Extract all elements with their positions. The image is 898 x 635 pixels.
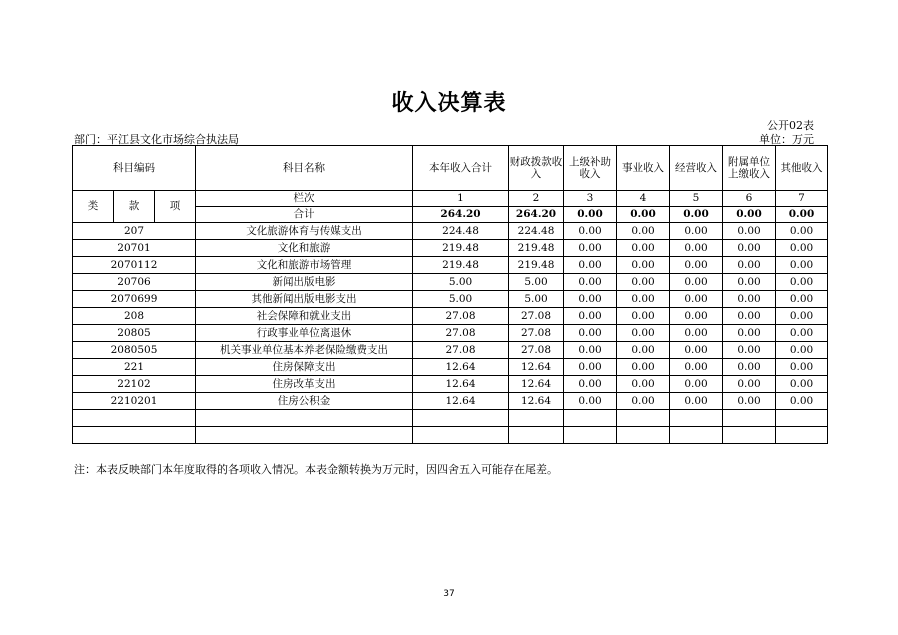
amount-cell: 0.00 bbox=[723, 359, 776, 376]
amount-cell: 0.00 bbox=[723, 342, 776, 359]
col-number: 5 bbox=[670, 191, 723, 207]
subject-name: 机关事业单位基本养老保险缴费支出 bbox=[196, 342, 413, 359]
amount-cell: 0.00 bbox=[670, 393, 723, 410]
amount-cell: 0.00 bbox=[723, 308, 776, 325]
amount-cell: 0.00 bbox=[564, 393, 617, 410]
table-row bbox=[73, 257, 828, 274]
amount-cell: 5.00 bbox=[413, 274, 509, 291]
amount-cell: 0.00 bbox=[670, 376, 723, 393]
amount-cell: 0.00 bbox=[564, 342, 617, 359]
amount-cell: 12.64 bbox=[413, 393, 509, 410]
amount-cell: 0.00 bbox=[617, 376, 670, 393]
col-number: 6 bbox=[723, 191, 776, 207]
amount-cell: 12.64 bbox=[413, 359, 509, 376]
total-value: 0.00 bbox=[776, 207, 828, 223]
amount-cell: 0.00 bbox=[776, 308, 828, 325]
amount-cell: 0.00 bbox=[564, 376, 617, 393]
total-value: 264.20 bbox=[509, 207, 564, 223]
amount-cell: 0.00 bbox=[617, 291, 670, 308]
amount-cell: 0.00 bbox=[723, 257, 776, 274]
empty-cell bbox=[196, 427, 413, 444]
table-row bbox=[73, 274, 828, 291]
amount-cell: 0.00 bbox=[776, 223, 828, 240]
amount-cell: 0.00 bbox=[564, 308, 617, 325]
column-index-label: 栏次 bbox=[196, 191, 413, 207]
subject-code: 2070112 bbox=[73, 257, 196, 274]
subject-code: 208 bbox=[73, 308, 196, 325]
amount-cell: 0.00 bbox=[776, 291, 828, 308]
amount-cell: 0.00 bbox=[617, 240, 670, 257]
amount-cell: 12.64 bbox=[509, 359, 564, 376]
amount-cell: 27.08 bbox=[413, 308, 509, 325]
amount-cell: 0.00 bbox=[776, 257, 828, 274]
amount-cell: 0.00 bbox=[564, 325, 617, 342]
subject-code: 2210201 bbox=[73, 393, 196, 410]
empty-cell bbox=[723, 410, 776, 427]
empty-cell bbox=[196, 410, 413, 427]
amount-cell: 0.00 bbox=[670, 240, 723, 257]
amount-cell: 0.00 bbox=[723, 376, 776, 393]
subject-name: 行政事业单位离退休 bbox=[196, 325, 413, 342]
table-row bbox=[73, 223, 828, 240]
amount-cell: 0.00 bbox=[723, 240, 776, 257]
table-row bbox=[73, 325, 828, 342]
amount-cell: 0.00 bbox=[776, 376, 828, 393]
amount-cell: 0.00 bbox=[564, 257, 617, 274]
subject-name: 文化和旅游 bbox=[196, 240, 413, 257]
amount-cell: 0.00 bbox=[723, 223, 776, 240]
amount-cell: 0.00 bbox=[723, 291, 776, 308]
amount-cell: 0.00 bbox=[617, 342, 670, 359]
empty-cell bbox=[670, 427, 723, 444]
amount-cell: 0.00 bbox=[617, 308, 670, 325]
empty-row bbox=[73, 427, 828, 444]
amount-cell: 5.00 bbox=[413, 291, 509, 308]
amount-cell: 0.00 bbox=[617, 257, 670, 274]
header-code: 科目编码 bbox=[73, 146, 196, 191]
amount-cell: 12.64 bbox=[413, 376, 509, 393]
amount-cell: 224.48 bbox=[509, 223, 564, 240]
amount-cell: 12.64 bbox=[509, 393, 564, 410]
amount-cell: 5.00 bbox=[509, 274, 564, 291]
col-number: 2 bbox=[509, 191, 564, 207]
amount-cell: 0.00 bbox=[670, 257, 723, 274]
empty-cell bbox=[73, 427, 196, 444]
table-row bbox=[73, 393, 828, 410]
department-label: 部门：平江县文化市场综合执法局 bbox=[74, 133, 239, 146]
amount-cell: 0.00 bbox=[617, 359, 670, 376]
amount-cell: 219.48 bbox=[413, 240, 509, 257]
empty-cell bbox=[413, 427, 509, 444]
subject-code: 20706 bbox=[73, 274, 196, 291]
table-row bbox=[73, 376, 828, 393]
header-business: 事业收入 bbox=[617, 146, 670, 191]
empty-cell bbox=[509, 427, 564, 444]
subject-code: 20805 bbox=[73, 325, 196, 342]
amount-cell: 0.00 bbox=[564, 274, 617, 291]
empty-row bbox=[73, 410, 828, 427]
amount-cell: 0.00 bbox=[776, 359, 828, 376]
empty-cell bbox=[413, 410, 509, 427]
income-table bbox=[72, 145, 828, 444]
header-lei: 类 bbox=[73, 191, 114, 223]
amount-cell: 0.00 bbox=[670, 359, 723, 376]
subject-name: 住房改革支出 bbox=[196, 376, 413, 393]
table-row bbox=[73, 359, 828, 376]
amount-cell: 0.00 bbox=[617, 223, 670, 240]
amount-cell: 0.00 bbox=[670, 325, 723, 342]
subject-name: 文化和旅游市场管理 bbox=[196, 257, 413, 274]
subject-name: 住房公积金 bbox=[196, 393, 413, 410]
empty-cell bbox=[776, 427, 828, 444]
amount-cell: 0.00 bbox=[617, 393, 670, 410]
amount-cell: 0.00 bbox=[776, 342, 828, 359]
empty-cell bbox=[564, 427, 617, 444]
amount-cell: 27.08 bbox=[509, 308, 564, 325]
header-kuan: 款 bbox=[114, 191, 155, 223]
amount-cell: 0.00 bbox=[776, 240, 828, 257]
total-value: 0.00 bbox=[617, 207, 670, 223]
amount-cell: 0.00 bbox=[723, 325, 776, 342]
amount-cell: 0.00 bbox=[670, 274, 723, 291]
footnote: 注：本表反映部门本年度取得的各项收入情况。本表金额转换为万元时，因四舍五入可能存在尾差。 bbox=[74, 463, 558, 476]
subject-code: 2080505 bbox=[73, 342, 196, 359]
amount-cell: 0.00 bbox=[670, 342, 723, 359]
column-index-row bbox=[73, 191, 828, 207]
amount-cell: 12.64 bbox=[509, 376, 564, 393]
subject-code: 221 bbox=[73, 359, 196, 376]
amount-cell: 0.00 bbox=[723, 274, 776, 291]
amount-cell: 0.00 bbox=[617, 325, 670, 342]
subject-code: 207 bbox=[73, 223, 196, 240]
amount-cell: 0.00 bbox=[670, 308, 723, 325]
subject-name: 新闻出版电影 bbox=[196, 274, 413, 291]
amount-cell: 0.00 bbox=[776, 274, 828, 291]
header-xiang: 项 bbox=[155, 191, 196, 223]
header-operating: 经营收入 bbox=[670, 146, 723, 191]
empty-cell bbox=[670, 410, 723, 427]
header-name: 科目名称 bbox=[196, 146, 413, 191]
subject-code: 2070699 bbox=[73, 291, 196, 308]
page-title: 收入决算表 bbox=[391, 91, 507, 116]
total-value: 0.00 bbox=[723, 207, 776, 223]
amount-cell: 219.48 bbox=[413, 257, 509, 274]
table-row bbox=[73, 308, 828, 325]
amount-cell: 27.08 bbox=[413, 325, 509, 342]
total-label: 合计 bbox=[196, 207, 413, 223]
empty-cell bbox=[617, 410, 670, 427]
table-row bbox=[73, 291, 828, 308]
amount-cell: 0.00 bbox=[670, 223, 723, 240]
header-superior: 上级补助收入 bbox=[564, 146, 617, 191]
amount-cell: 0.00 bbox=[617, 274, 670, 291]
amount-cell: 0.00 bbox=[564, 291, 617, 308]
total-value: 264.20 bbox=[413, 207, 509, 223]
amount-cell: 0.00 bbox=[670, 291, 723, 308]
subject-code: 22102 bbox=[73, 376, 196, 393]
empty-cell bbox=[617, 427, 670, 444]
header-other: 其他收入 bbox=[776, 146, 828, 191]
subject-code: 20701 bbox=[73, 240, 196, 257]
col-number: 3 bbox=[564, 191, 617, 207]
amount-cell: 0.00 bbox=[776, 325, 828, 342]
amount-cell: 219.48 bbox=[509, 240, 564, 257]
total-value: 0.00 bbox=[564, 207, 617, 223]
empty-cell bbox=[776, 410, 828, 427]
amount-cell: 0.00 bbox=[564, 223, 617, 240]
empty-cell bbox=[73, 410, 196, 427]
amount-cell: 27.08 bbox=[413, 342, 509, 359]
header-fiscal: 财政拨款收入 bbox=[509, 146, 564, 191]
amount-cell: 0.00 bbox=[564, 359, 617, 376]
subject-name: 文化旅游体育与传媒支出 bbox=[196, 223, 413, 240]
amount-cell: 0.00 bbox=[723, 393, 776, 410]
header-row bbox=[73, 146, 828, 191]
amount-cell: 27.08 bbox=[509, 325, 564, 342]
empty-cell bbox=[723, 427, 776, 444]
col-number: 1 bbox=[413, 191, 509, 207]
subject-name: 住房保障支出 bbox=[196, 359, 413, 376]
total-value: 0.00 bbox=[670, 207, 723, 223]
amount-cell: 0.00 bbox=[776, 393, 828, 410]
col-number: 7 bbox=[776, 191, 828, 207]
col-number: 4 bbox=[617, 191, 670, 207]
table-row bbox=[73, 240, 828, 257]
form-code: 公开02表 bbox=[767, 119, 814, 132]
empty-cell bbox=[564, 410, 617, 427]
header-affiliated: 附属单位上缴收入 bbox=[723, 146, 776, 191]
amount-cell: 0.00 bbox=[564, 240, 617, 257]
header-total: 本年收入合计 bbox=[413, 146, 509, 191]
page-number: 37 bbox=[443, 589, 455, 599]
empty-cell bbox=[509, 410, 564, 427]
amount-cell: 224.48 bbox=[413, 223, 509, 240]
subject-name: 社会保障和就业支出 bbox=[196, 308, 413, 325]
subject-name: 其他新闻出版电影支出 bbox=[196, 291, 413, 308]
amount-cell: 27.08 bbox=[509, 342, 564, 359]
table-row bbox=[73, 342, 828, 359]
amount-cell: 5.00 bbox=[509, 291, 564, 308]
unit-label: 单位：万元 bbox=[759, 133, 814, 146]
amount-cell: 219.48 bbox=[509, 257, 564, 274]
